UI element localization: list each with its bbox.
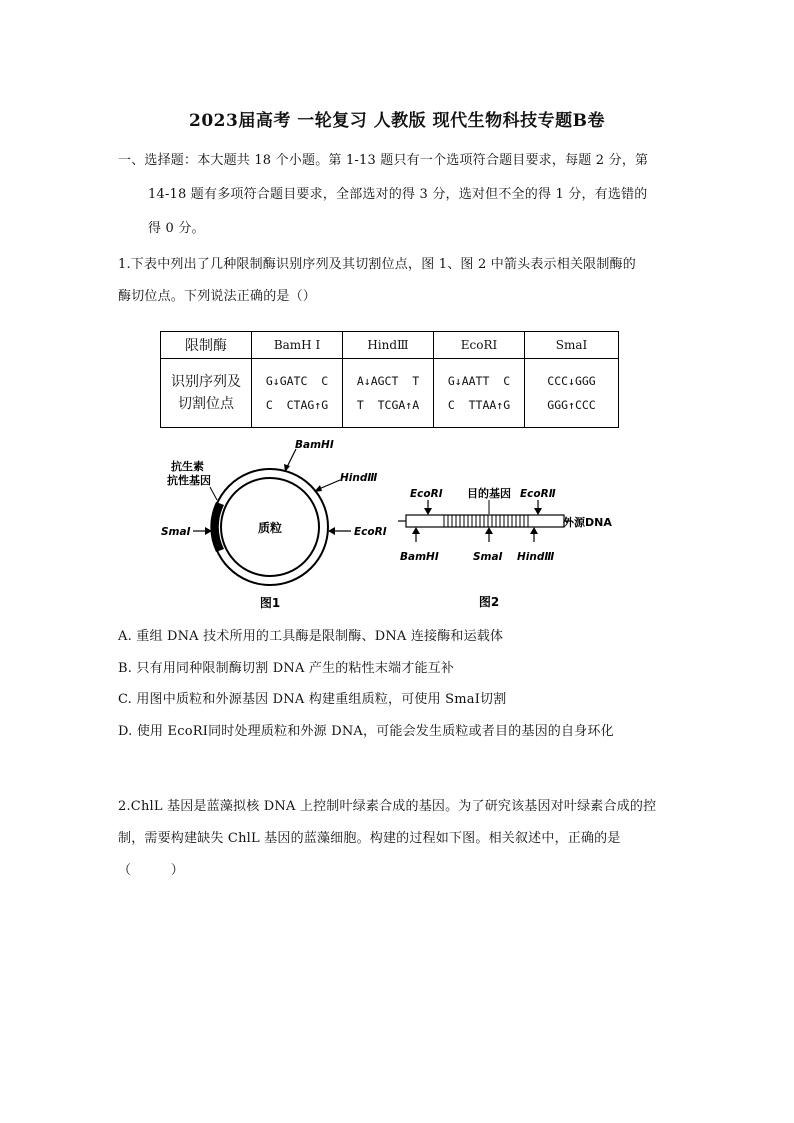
figure-1-plasmid	[155, 432, 395, 612]
table-header-hind3: HindⅢ	[343, 332, 434, 359]
resistance-label-line-2: 抗性基因	[167, 474, 211, 487]
restriction-enzyme-table	[160, 331, 619, 428]
fig1-sma1-label: SmaⅠ	[161, 526, 191, 538]
hind3-arrow-shaft	[319, 480, 340, 489]
row-label-line-2: 切割位点	[178, 396, 234, 412]
seq-bottom: T TCGA↑A	[356, 398, 420, 412]
fig1-ecor1-label: EcoRⅠ	[354, 526, 387, 538]
seq-top: CCC↓GGG	[547, 374, 596, 388]
seq-bottom: C CTAG↑G	[265, 398, 329, 412]
seq-top: G↓GATC C	[265, 374, 329, 388]
question-1-stem-line-1: 1.下表中列出了几种限制酶识别序列及其切割位点，图 1、图 2 中箭头表示相关限制酶的	[118, 257, 636, 272]
seq-bottom: C TTAA↑G	[447, 398, 511, 412]
sma1-arrowhead	[485, 527, 493, 534]
table-header-ecori: EcoRI	[434, 332, 525, 359]
dna-strand	[406, 515, 564, 527]
figure-2-foreign-dna	[398, 478, 620, 610]
fig2-ecor1-left-label: EcoRⅠ	[410, 488, 443, 500]
ecor1-left-arrowhead	[424, 508, 432, 515]
seq-top: A↓AGCT T	[356, 374, 420, 388]
ecor1-arrowhead	[328, 527, 335, 535]
fig1-bamh1-label: BamHⅠ	[295, 439, 334, 451]
plasmid-label: 质粒	[257, 521, 283, 535]
page-title: 2023届高考 一轮复习 人教版 现代生物科技专题B卷	[189, 111, 605, 131]
question-1-option-c: C. 用图中质粒和外源基因 DNA 构建重组质粒，可使用 SmaⅠ切割	[118, 692, 507, 707]
section-intro-line-3: 得 0 分。	[148, 221, 205, 236]
fig2-bamh1-label: BamHⅠ	[400, 551, 439, 563]
table-header-smai: SmaI	[525, 332, 619, 359]
resistance-label-line-1: 抗生素	[171, 460, 204, 473]
fig1-hind3-label: HindⅢ	[340, 472, 378, 484]
target-gene-label: 目的基因	[467, 487, 511, 500]
table-cell-hind3-seq	[343, 359, 434, 428]
question-1-option-d: D. 使用 EcoRⅠ同时处理质粒和外源 DNA，可能会发生质粒或者目的基因的自身环化	[118, 724, 614, 739]
question-2-stem-line-1: 2.ChlL 基因是蓝藻拟核 DNA 上控制叶绿素合成的基因。为了研究该基因对叶绿素合成的控	[118, 799, 657, 814]
section-intro-line-1: 一、选择题：本大题共 18 个小题。第 1-13 题只有一个选项符合题目要求，每题 2 分，第	[118, 153, 649, 168]
ecor1-right-arrowhead	[534, 508, 542, 515]
bamh1-arrowhead	[412, 527, 420, 534]
question-1-option-b: B. 只有用同种限制酶切割 DNA 产生的粘性末端才能互补	[118, 661, 455, 676]
figure-2-caption: 图2	[478, 595, 500, 609]
table-cell-smai-seq	[525, 359, 619, 428]
fig2-sma1-label: SmaⅠ	[473, 551, 503, 563]
table-cell-ecori-seq	[434, 359, 525, 428]
table-header-enzyme: 限制酶	[161, 332, 252, 359]
fig2-hind3-label: HindⅢ	[517, 551, 555, 563]
seq-bottom: GGG↑CCC	[547, 398, 596, 412]
resistance-leader-line	[210, 487, 217, 500]
row-label-line-1: 识别序列及	[171, 374, 241, 390]
fig2-ecor1-right-label: EcoRⅡ	[520, 488, 556, 500]
table-row-label	[161, 359, 252, 428]
bamh1-arrow-shaft	[287, 449, 296, 467]
table-header-bamh1: BamH Ⅰ	[252, 332, 343, 359]
hind3-arrowhead	[530, 527, 538, 534]
question-2-stem-line-2: 制，需要构建缺失 ChlL 基因的蓝藻细胞。构建的过程如下图。相关叙述中，正确的是	[118, 831, 621, 846]
section-intro-line-2: 14-18 题有多项符合题目要求，全部选对的得 3 分，选对但不全的得 1 分，有选错的	[148, 187, 648, 202]
figure-1-caption: 图1	[259, 596, 281, 610]
question-2-stem-line-3: （ ）	[118, 863, 185, 878]
hind3-arrowhead	[314, 485, 322, 492]
seq-top: G↓AATT C	[447, 374, 511, 388]
foreign-dna-label: 外源DNA	[563, 516, 612, 529]
question-1-stem-line-2: 酶切位点。下列说法正确的是（）	[118, 289, 317, 304]
table-cell-bamh1-seq	[252, 359, 343, 428]
question-1-option-a: A. 重组 DNA 技术所用的工具酶是限制酶、DNA 连接酶和运载体	[118, 629, 504, 644]
